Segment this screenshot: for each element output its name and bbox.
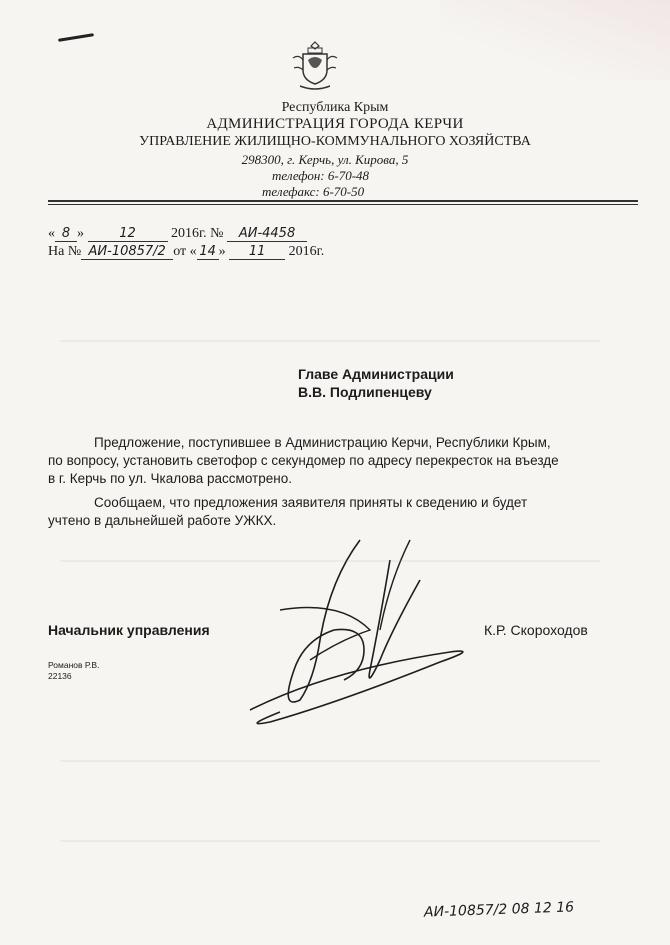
body-paragraph-1 xyxy=(48,434,604,488)
scan-smudge xyxy=(440,0,670,80)
header-administration: АДМИНИСТРАЦИЯ ГОРОДА КЕРЧИ xyxy=(206,116,464,132)
bleed-through-line xyxy=(60,340,600,342)
body-line: Сообщаем, что предложения заявителя приняты к сведению и будет xyxy=(94,495,528,510)
reference-number: АИ-10857/2 xyxy=(81,245,173,260)
reference-year-suffix: г. xyxy=(316,244,325,259)
addressee-name: В.В. Подлипенцеву xyxy=(298,384,432,400)
reference-day: 14 xyxy=(197,245,219,260)
addressee-title: Главе Администрации xyxy=(298,366,454,382)
outgoing-number-line xyxy=(48,226,307,242)
close-quote: » xyxy=(77,226,84,241)
incoming-registration-stamp: АИ-10857/2 08 12 16 xyxy=(423,899,575,921)
executor-phone: 22136 xyxy=(48,671,72,681)
header-department: УПРАВЛЕНИЕ ЖИЛИЩНО-КОММУНАЛЬНОГО ХОЗЯЙСТВА xyxy=(139,134,531,149)
bleed-through-line xyxy=(60,840,600,842)
header-republic: Республика Крым xyxy=(281,100,389,115)
outgoing-number: АИ-4458 xyxy=(227,227,307,242)
coat-of-arms-icon xyxy=(288,38,342,92)
open-quote: « xyxy=(48,226,55,241)
outgoing-day: 8 xyxy=(55,227,77,242)
reference-year: 2016 xyxy=(288,244,317,259)
body-line: Предложение, поступившее в Администрацию Керчи, Республики Крым, xyxy=(94,435,551,450)
bleed-through-line xyxy=(60,760,600,762)
body-line: по вопросу, установить светофор с секундомер по адресу перекресток на въезде xyxy=(48,453,559,468)
signer-title: Начальник управления xyxy=(48,622,210,638)
reference-month: 11 xyxy=(229,245,285,260)
header-address: 298300, г. Керчь, ул. Кирова, 5 xyxy=(241,152,409,167)
executor-name: Романов Р.В. xyxy=(48,660,100,670)
bleed-through-line xyxy=(60,560,600,562)
body-line: учтено в дальнейшей работе УЖКХ. xyxy=(48,513,277,528)
outgoing-year-suffix: г. xyxy=(199,226,207,241)
outgoing-number-label: № xyxy=(210,226,224,241)
reference-from-label: от « xyxy=(173,244,197,259)
reference-prefix: На № xyxy=(48,244,82,259)
reference-number-line xyxy=(48,244,324,260)
body-line: в г. Керчь по ул. Чкалова рассмотрено. xyxy=(48,471,292,486)
outgoing-month: 12 xyxy=(88,227,168,242)
reference-close-quote: » xyxy=(218,244,226,259)
header-rule-thick xyxy=(48,200,638,202)
outgoing-year: 2016 xyxy=(171,226,199,241)
handwritten-corner-mark xyxy=(58,33,94,42)
header-rule-thin xyxy=(48,204,638,205)
header-fax: телефакс: 6-70-50 xyxy=(262,184,365,199)
signer-name: К.Р. Скороходов xyxy=(484,622,588,638)
handwritten-signature xyxy=(240,520,480,740)
header-phone: телефон: 6-70-48 xyxy=(272,168,370,183)
